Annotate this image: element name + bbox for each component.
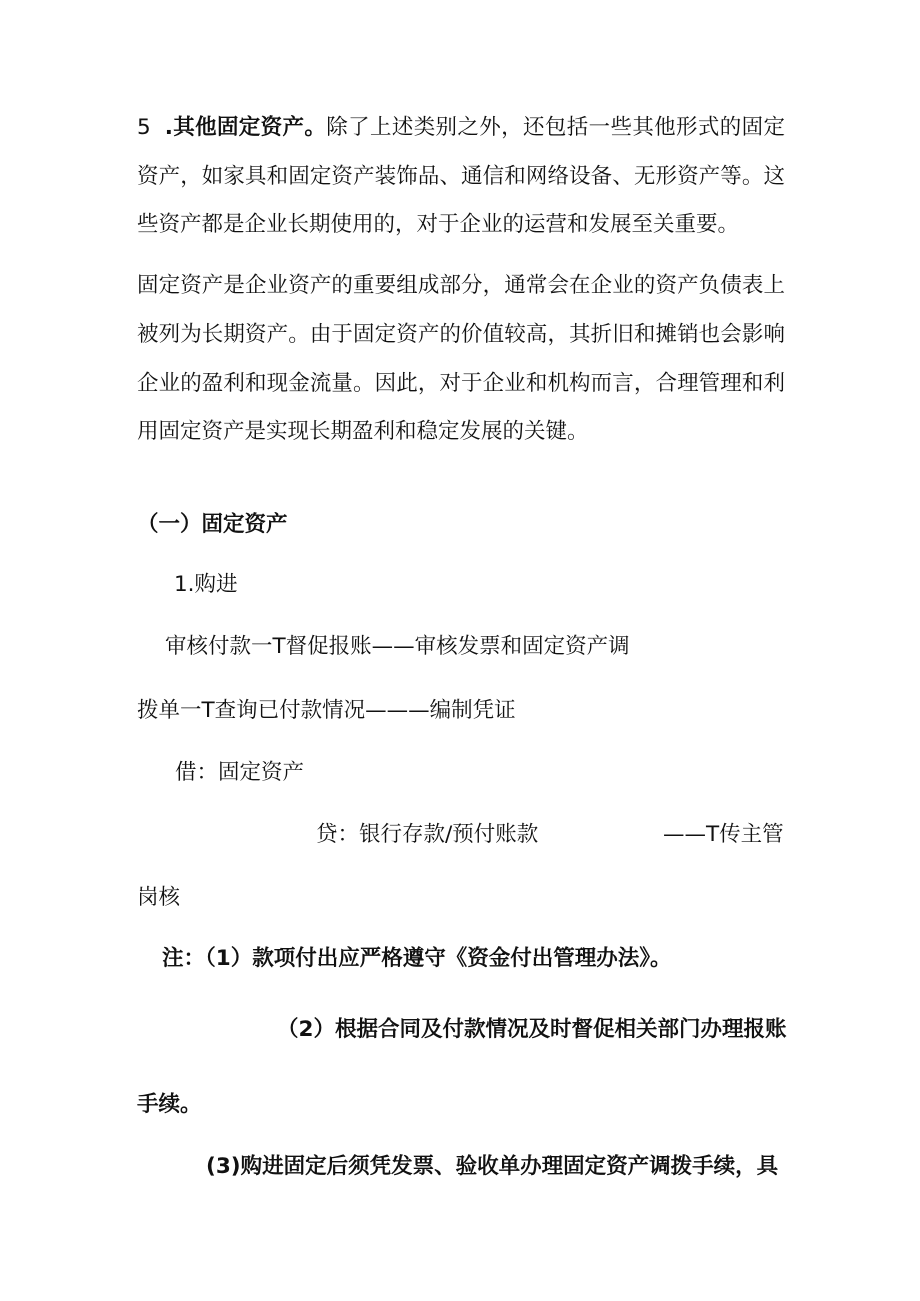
- summary-line4: 用固定资产是实现长期盈利和稳定发展的关键。: [137, 419, 589, 444]
- note-2-wrap: 手续。: [137, 1092, 202, 1117]
- para5-line2: 资产，如家具和固定资产装饰品、通信和网络设备、无形资产等。这: [137, 164, 785, 189]
- flow-line1: 审核付款一T督促报账——审核发票和固定资产调: [165, 634, 630, 659]
- para5-number: 5: [137, 115, 151, 140]
- section-heading: （一）固定资产: [137, 512, 288, 537]
- note-3: (3)购进固定后须凭发票、验收单办理固定资产调拨手续，具: [206, 1154, 779, 1179]
- summary-line3: 企业的盈利和现金流量。因此，对于企业和机构而言，合理管理和利: [137, 371, 785, 396]
- para5-line1: [137, 114, 785, 142]
- credit-tail: ——T传主管: [663, 822, 784, 847]
- sub-heading: 1.购进: [174, 572, 238, 597]
- note-1: 注：（1）款项付出应严格遵守《资金付出管理办法》。: [162, 946, 672, 971]
- credit-entry: 贷：银行存款/预付账款: [316, 822, 539, 847]
- para5-heading: .其他固定资产。: [164, 115, 327, 140]
- summary-line1: 固定资产是企业资产的重要组成部分，通常会在企业的资产负债表上: [137, 273, 785, 298]
- credit-wrap: 岗核: [137, 885, 181, 910]
- debit-entry: 借：固定资产: [175, 760, 305, 785]
- para5-line1-text: 除了上述类别之外，还包括一些其他形式的固定: [326, 115, 785, 140]
- summary-line2: 被列为长期资产。由于固定资产的价值较高，其折旧和摊销也会影响: [137, 322, 785, 347]
- note-2: （2）根据合同及付款情况及时督促相关部门办理报账: [277, 1017, 787, 1042]
- flow-line2: 拨单一T查询已付款情况———编制凭证: [137, 698, 516, 723]
- para5-line3: 些资产都是企业长期使用的，对于企业的运营和发展至关重要。: [137, 212, 740, 237]
